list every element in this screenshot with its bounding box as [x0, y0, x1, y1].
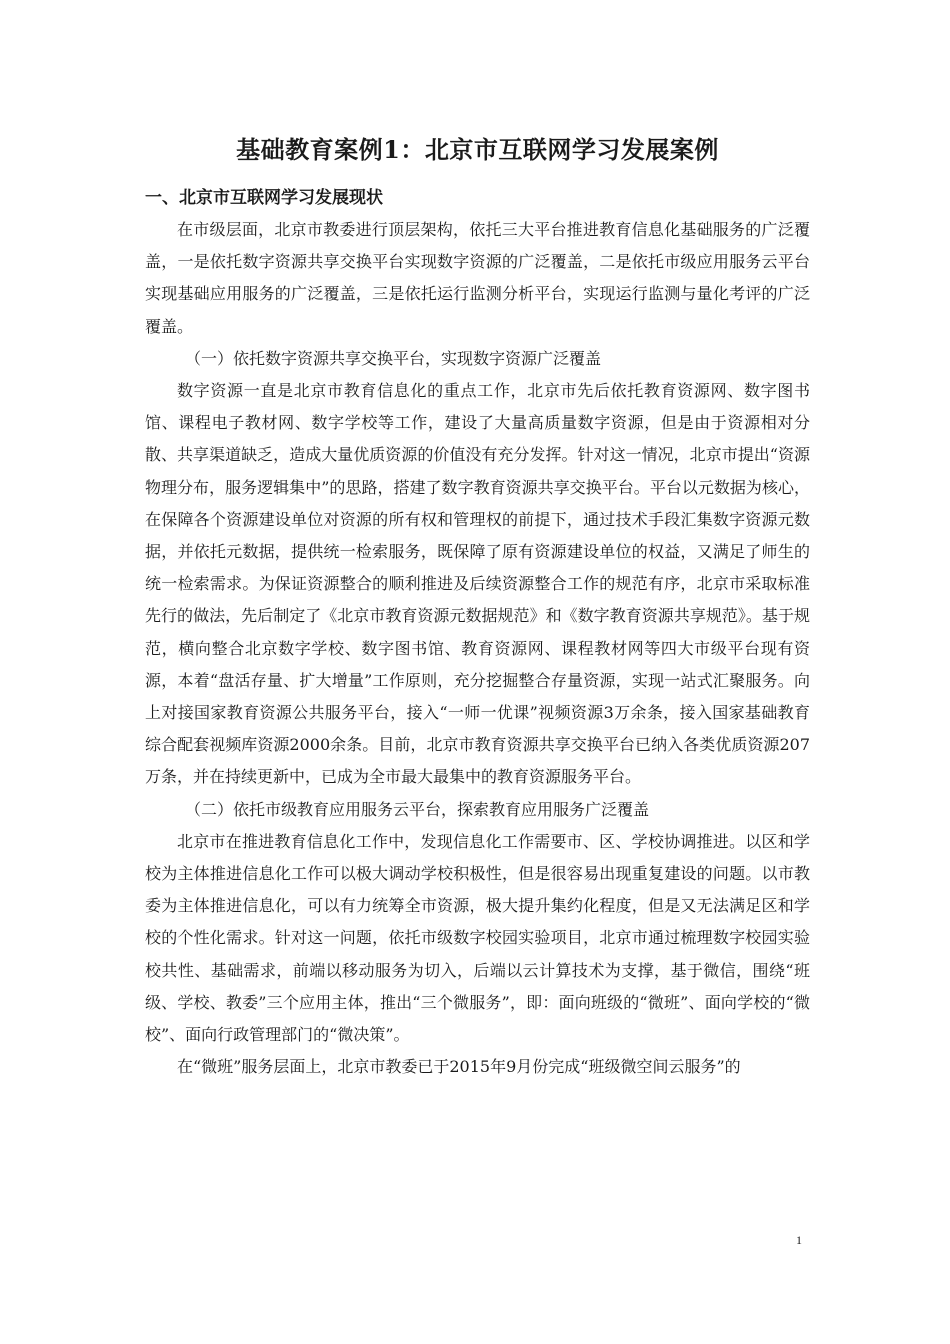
section-heading: 一、北京市互联网学习发展现状 [145, 188, 383, 208]
subsection-heading-1: （一）依托数字资源共享交换平台，实现数字资源广泛覆盖 [185, 348, 602, 368]
page-number: 1 [796, 1233, 802, 1247]
document-title: 基础教育案例1：北京市互联网学习发展案例 [236, 135, 719, 164]
subsection-heading-2: （二）依托市级教育应用服务云平台，探索教育应用服务广泛覆盖 [185, 799, 650, 819]
paragraph-resources: 数字资源一直是北京市教育信息化的重点工作，北京市先后依托教育资源网、数字图书馆、课程电子教材网、数字学校等工作，建设了大量高质量数字资源，但是由于资源相对分散、共享渠道缺乏，造成大量优质资源的价值没有充分发挥。针对这一情况，北京市提出“资源物理分布，服务逻辑集中”的思路，搭建了数字教育资源共享交换平台。平台以元数据为核心，在保障各个资源建设单位对资源的所有权和管理权的前提下，通过技术手段汇集数字资源元数据，并依托元数据，提供统一检索服务，既保障了原有资源建设单位的权益，又满足了师生的统一检索需求。为保证资源整合的顺利推进及后续资源整合工作的规范有序，北京市采取标准先行的做法，先后制定了《北京市教育资源元数据规范》和《数字教育资源共享规范》。基于规范，横向整合北京数字学校、数字图书馆、教育资源网、课程教材网等四大市级平台现有资源，本着“盘活存量、扩大增量”工作原则，充分挖掘整合存量资源，实现一站式汇聚服务。向上对接国家教育资源公共服务平台，接入“一师一优课”视频资源3万余条，接入国家基础教育综合配套视频库资源2000余条。目前，北京市教育资源共享交换平台已纳入各类优质资源207万条，并在持续更新中，已成为全市最大最集中的教育资源服务平台。 [145, 381, 810, 787]
paragraph-cloud-platform: 北京市在推进教育信息化工作中，发现信息化工作需要市、区、学校协调推进。以区和学校为主体推进信息化工作可以极大调动学校积极性，但是很容易出现重复建设的问题。以市教委为主体推进信息化，可以有力统筹全市资源，极大提升集约化程度，但是又无法满足区和学校的个性化需求。针对这一问题，依托市级数字校园实验项目，北京市通过梳理数字校园实验校共性、基础需求，前端以移动服务为切入，后端以云计算技术为支撑，基于微信，围绕“班级、学校、教委”三个应用主体，推出“三个微服务”，即：面向班级的“微班”、面向学校的“微校”、面向行政管理部门的“微决策”。 [145, 831, 810, 1045]
page-content [145, 130, 810, 1083]
paragraph-micro-class: 在“微班”服务层面上，北京市教委已于2015年9月份完成“班级微空间云服务”的 [177, 1057, 741, 1077]
paragraph-intro: 在市级层面，北京市教委进行顶层架构，依托三大平台推进教育信息化基础服务的广泛覆盖，一是依托数字资源共享交换平台实现数字资源的广泛覆盖，二是依托市级应用服务云平台实现基础应用服务的广泛覆盖，三是依托运行监测分析平台，实现运行监测与量化考评的广泛覆盖。 [145, 220, 810, 336]
